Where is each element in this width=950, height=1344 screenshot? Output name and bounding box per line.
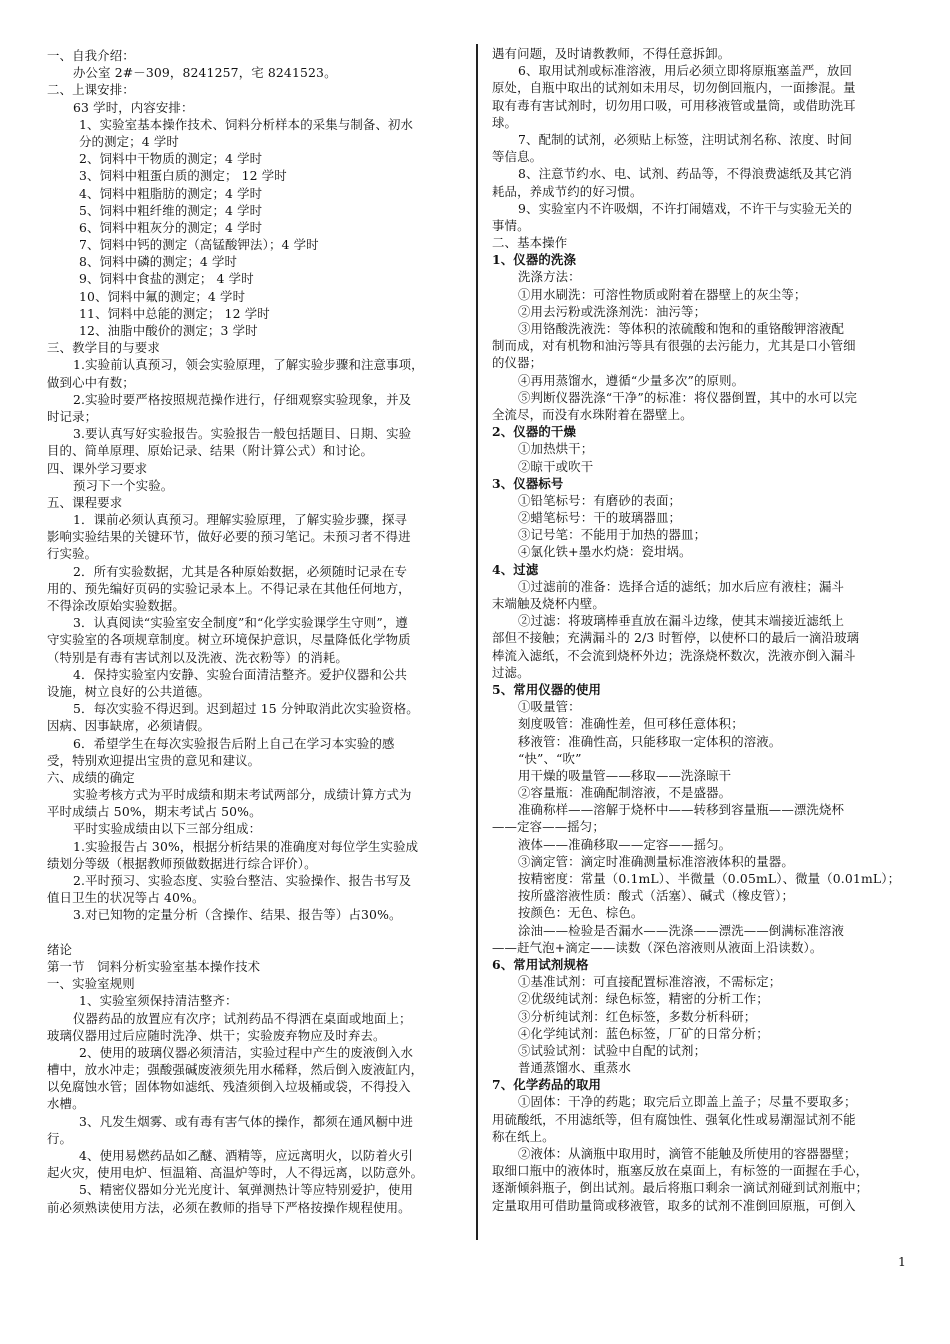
text-line: 6．希望学生在每次实验报告后附上自己在学习本实验的感: [73, 735, 395, 751]
text-line: 受，特别欢迎提出宝贵的意见和建议。: [47, 752, 261, 768]
text-line: 绪论: [47, 941, 73, 957]
text-line: 定量取用可借助量筒或移液管，取多的试剂不准倒回原瓶，可倒入: [492, 1197, 856, 1213]
text-line: 制而成，对有机物和油污等具有很强的去污能力，尤其是口小管细: [492, 338, 856, 354]
text-line: 3、饲料中粗蛋白质的测定； 12 学时: [79, 168, 287, 184]
text-line: “快”、“吹”: [518, 750, 582, 766]
text-line: 耗品，养成节约的好习惯。: [492, 183, 643, 199]
text-line: 水槽。: [47, 1096, 85, 1112]
text-line: 以免腐蚀水管；固体物如滤纸、残渣须倒入垃圾桶或袋，不得投入: [47, 1079, 411, 1095]
text-line: 原处，自瓶中取出的试剂如未用尽，切勿倒回瓶内，一面掺混。量: [492, 80, 856, 96]
text-line: ②优级纯试剂：绿色标签，精密的分析工作；: [518, 991, 769, 1007]
text-line: 实验考核方式为平时成绩和期末考试两部分，成绩计算方式为: [73, 787, 412, 803]
text-line: 2．所有实验数据，尤其是各种原始数据，必须随时记录在专: [73, 563, 408, 579]
text-line: 遇有问题，及时请教教师，不得任意拆卸。: [492, 46, 731, 61]
text-line: ③记号笔：不能用于加热的器皿；: [518, 527, 707, 543]
text-line: 做到心中有数；: [47, 374, 135, 390]
text-line: 7、饲料中钙的测定（高锰酸钾法）；4 学时: [79, 237, 319, 253]
text-line: 二、基本操作: [492, 235, 568, 251]
text-line: 洗涤方法：: [518, 269, 581, 285]
text-line: 逐渐倾斜瓶子，倒出试剂。最后将瓶口剩余一滴试剂碰到试剂瓶中；: [492, 1180, 869, 1196]
column-divider: [476, 44, 478, 1240]
text-line: 平时成绩占 50%，期末考试占 50%。: [47, 804, 262, 820]
text-line: 守实验室的各项规章制度。树立环境保护意识，尽量降低化学物质: [47, 632, 411, 648]
text-line: 末端触及烧杯内壁。: [492, 596, 605, 611]
text-line: 3、仪器标号: [492, 475, 564, 491]
text-line: 平时实验成绩由以下三部分组成：: [73, 821, 262, 837]
text-line: 9、实验室内不许吸烟，不许打闹嬉戏，不许干与实验无关的: [518, 200, 853, 216]
text-line: 五、课程要求: [47, 494, 123, 510]
text-line: 用干燥的吸量管——移取——洗涤晾干: [518, 767, 732, 783]
text-line: ②容量瓶：准确配制溶液，不是盛器。: [518, 785, 732, 801]
text-line: ①用水刷洗：可溶性物质或附着在器壁上的灰尘等；: [518, 286, 807, 302]
text-line: 7、化学药品的取用: [492, 1077, 602, 1093]
text-line: ②用去污粉或洗涤剂洗：油污等；: [518, 303, 707, 319]
text-line: 1、实验室须保持清洁整齐：: [79, 993, 238, 1009]
text-line: 2.平时预习、实验态度、实验台整洁、实验操作、报告书写及: [73, 873, 412, 888]
text-line: 6、饲料中粗灰分的测定；4 学时: [79, 219, 263, 235]
text-line: 9、饲料中食盐的测定； 4 学时: [79, 271, 254, 287]
text-line: ③分析纯试剂：红色标签，多数分析科研；: [518, 1008, 757, 1024]
text-line: 2.实验时要严格按照规范操作进行，仔细观察实验现象，并及: [73, 391, 412, 407]
text-line: 槽中，放水冲走；强酸强碱废液须先用水稀释，然后倒入废液缸内，: [47, 1062, 424, 1078]
text-line: 事情。: [492, 217, 530, 233]
text-line: 因病、因事缺席，必须请假。: [47, 718, 211, 734]
text-line: 7、配制的试剂，必须贴上标签，注明试剂名称、浓度、时间: [518, 131, 853, 147]
text-line: 准确称样——溶解于烧杯中——转移到容量瓶——漂洗烧杯: [518, 802, 845, 818]
text-line: ①基准试剂：可直接配置标准溶液，不需标定；: [518, 974, 782, 990]
text-line: 球。: [492, 114, 518, 130]
text-line: ④再用蒸馏水，遵循“少量多次”的原则。: [518, 372, 745, 388]
text-line: ⑤试验试剂：试验中自配的试剂；: [518, 1042, 707, 1058]
text-line: ——赶气泡+滴定——读数（深色溶液则从液面上沿读数）。: [492, 939, 823, 955]
text-line: 四、课外学习要求: [47, 460, 148, 476]
text-line: ②过滤：将玻璃棒垂直放在漏斗边缘，使其末端接近滤纸上: [518, 613, 845, 629]
text-line: 等信息。: [492, 149, 543, 165]
text-line: 6、常用试剂规格: [492, 956, 589, 972]
text-line: ①固体：干净的药匙；取完后立即盖上盖子；尽量不要取多；: [518, 1094, 857, 1110]
text-line: 1.实验报告占 30%，根据分析结果的准确度对每位学生实验成: [73, 838, 419, 854]
text-line: 取有毒有害试剂时，切勿用口吸，可用移液管或量筒，或借助洗耳: [492, 97, 856, 113]
text-line: 5．每次实验不得迟到。迟到超过 15 分钟取消此次实验资格。: [73, 701, 419, 717]
text-line: 6、取用试剂或标准溶液，用后必须立即将原瓶塞盖严，放回: [518, 63, 853, 79]
text-line: 8、饲料中磷的测定；4 学时: [79, 254, 238, 270]
text-line: 用硫酸纸，不用滤纸等，但有腐蚀性、强氧化性或易潮湿试剂不能: [492, 1111, 856, 1127]
text-line: 63 学时，内容安排：: [73, 99, 194, 115]
left-column: [47, 47, 463, 1216]
text-line: ①铅笔标号：有磨砂的表面；: [518, 492, 682, 508]
text-line: 一、实验室规则: [47, 976, 135, 992]
text-line: ④氯化铁+墨水灼烧：瓷坩埚。: [518, 544, 692, 560]
text-line: 1、仪器的洗涤: [492, 252, 577, 268]
text-line: 1．课前必须认真预习。理解实验原理，了解实验步骤，探寻: [73, 512, 408, 528]
text-line: 分的测定；4 学时: [79, 133, 179, 149]
text-line: 的仪器；: [492, 355, 543, 371]
text-line: 5、饲料中粗纤维的测定；4 学时: [79, 202, 263, 218]
text-line: 4、过滤: [492, 561, 539, 577]
text-line: 不得涂改原始实验数据。: [47, 598, 185, 613]
text-line: ③用铬酸洗液洗：等体积的浓硫酸和饱和的重铬酸钾溶液配: [518, 321, 845, 336]
text-line: 移液管：准确性高，只能移取一定体积的溶液。: [518, 733, 782, 749]
text-line: 3.要认真写好实验报告。实验报告一般包括题目、日期、实验: [73, 426, 412, 442]
text-line: 4、使用易燃药品如乙醚、酒精等，应远离明火，以防着火引: [79, 1148, 414, 1163]
text-line: 全流尽，而没有水珠附着在器壁上。: [492, 406, 693, 422]
text-line: 起火灾，使用电炉、恒温箱、高温炉等时，人不得远离，以防意外。: [47, 1165, 424, 1181]
text-line: 2、饲料中干物质的测定；4 学时: [79, 151, 263, 167]
text-line: 绩划分等级（根据教师预做数据进行综合评价）。: [47, 855, 317, 871]
text-line: ⑤判断仪器洗涤“干净”的标准：将仪器倒置，其中的水可以完: [518, 389, 858, 405]
right-column: [492, 45, 908, 1214]
text-line: ①吸量管：: [518, 699, 581, 715]
text-line: ①加热烘干；: [518, 441, 594, 457]
text-line: 取细口瓶中的液体时，瓶塞反放在桌面上，有标签的一面握在手心，: [492, 1163, 869, 1179]
text-line: ①过滤前的准备：选择合适的滤纸；加水后应有液柱；漏斗: [518, 578, 845, 594]
text-line: ——定容——摇匀；: [492, 819, 605, 835]
text-line: （特别是有毒有害试剂以及洗液、洗衣粉等）的消耗。: [47, 649, 348, 665]
text-line: 普通蒸馏水、重蒸水: [518, 1060, 631, 1076]
text-line: 二、上课安排：: [47, 82, 135, 98]
text-line: 4、饲料中粗脂肪的测定；4 学时: [79, 185, 263, 201]
text-line: 刻度吸管：准确性差，但可移任意体积；: [518, 716, 744, 732]
text-line: 三、教学目的与要求: [47, 340, 160, 356]
text-line: 影响实验结果的关键环节，做好必要的预习笔记。未预习者不得进: [47, 529, 411, 545]
text-line: 液体——准确移取——定容——摇匀。: [518, 836, 732, 852]
text-line: 5、常用仪器的使用: [492, 681, 602, 697]
text-line: 1、实验室基本操作技术、饲料分析样本的采集与制备、初水: [79, 116, 414, 132]
text-line: 仪器药品的放置应有次序；试剂药品不得洒在桌面或地面上；: [73, 1010, 412, 1026]
text-line: 2、使用的玻璃仪器必须清洁，实验过程中产生的废液倒入水: [79, 1044, 414, 1060]
text-line: 过滤。: [492, 664, 530, 680]
page-number: 1: [898, 1254, 906, 1269]
text-line: 值日卫生的状况等占 40%。: [47, 890, 205, 906]
text-line: 部但不接触；充满漏斗的 2/3 时暂停，以使杯口的最后一滴沿玻璃: [492, 630, 860, 646]
text-line: ②晾干或吹干: [518, 458, 594, 474]
text-line: 第一节 饲料分析实验室基本操作技术: [47, 958, 261, 974]
text-line: 11、饲料中总能的测定； 12 学时: [79, 305, 270, 321]
text-line: 按所盛溶液性质：酸式（活塞）、碱式（橡皮管）；: [518, 888, 795, 904]
text-line: 棒流入滤纸，不会流到烧杯外边；洗涤烧杯数次，洗液亦倒入漏斗: [492, 647, 856, 663]
text-line: 行。: [47, 1130, 73, 1146]
text-line: ③滴定管：滴定时准确测量标准溶液体积的量器。: [518, 853, 794, 869]
text-line: 时记录；: [47, 408, 98, 424]
text-line: 涂油——检验是否漏水——洗涤——漂洗——倒满标准溶液: [518, 922, 845, 938]
text-line: 用的、预先编好页码的实验记录本上。不得记录在其他任何地方，: [47, 580, 411, 596]
text-line: 按颜色：无色、棕色。: [518, 905, 644, 921]
text-line: ④化学纯试剂：蓝色标签，厂矿的日常分析；: [518, 1025, 769, 1041]
text-line: 一、自我介绍：: [47, 48, 135, 63]
text-line: 办公室 2#－309，8241257，宅 8241523。: [73, 65, 337, 81]
text-line: 玻璃仪器用过后应随时洗净、烘干；实验废弃物应及时弃去。: [47, 1027, 386, 1043]
text-line: 10、饲料中氟的测定；4 学时: [79, 288, 246, 304]
text-line: 12、油脂中酸价的测定；3 学时: [79, 323, 258, 338]
text-line: ②蜡笔标号：干的玻璃器皿；: [518, 510, 682, 526]
text-line: 3．认真阅读“实验室安全制度”和“化学实验课学生守则”，遵: [73, 615, 408, 631]
text-line: 六、成绩的确定: [47, 769, 135, 785]
text-line: 3、凡发生烟雾、或有毒有害气体的操作，都须在通风橱中进: [79, 1113, 414, 1129]
text-line: 8、注意节约水、电、试剂、药品等，不得浪费滤纸及其它消: [518, 166, 853, 182]
text-line: 1.实验前认真预习，领会实验原理，了解实验步骤和注意事项，: [73, 357, 424, 373]
text-line: 预习下一个实验。: [73, 477, 174, 493]
text-line: 2、仪器的干燥: [492, 424, 577, 440]
text-line: 目的、简单原理、原始记录、结果（附计算公式）和讨论。: [47, 443, 374, 459]
text-line: 前必须熟读使用方法，必须在教师的指导下严格按操作规程使用。: [47, 1199, 411, 1215]
text-line: 按精密度：常量（0.1mL）、半微量（0.05mL）、微量（0.01mL）；: [518, 871, 901, 886]
text-line: 设施，树立良好的公共道德。: [47, 683, 211, 699]
text-line: 3.对已知物的定量分析（含操作、结果、报告等）占30%。: [73, 907, 402, 923]
text-line: 称在纸上。: [492, 1128, 555, 1144]
text-line: 4．保持实验室内安静、实验台面清洁整齐。爱护仪器和公共: [73, 666, 408, 682]
text-line: ②液体：从滴瓶中取用时，滴管不能触及所使用的容器器壁；: [518, 1146, 857, 1161]
text-line: 5、精密仪器如分光光度计、氧弹测热计等应特别爱护，使用: [79, 1182, 414, 1198]
text-line: 行实验。: [47, 546, 98, 562]
text-line: [47, 924, 463, 941]
